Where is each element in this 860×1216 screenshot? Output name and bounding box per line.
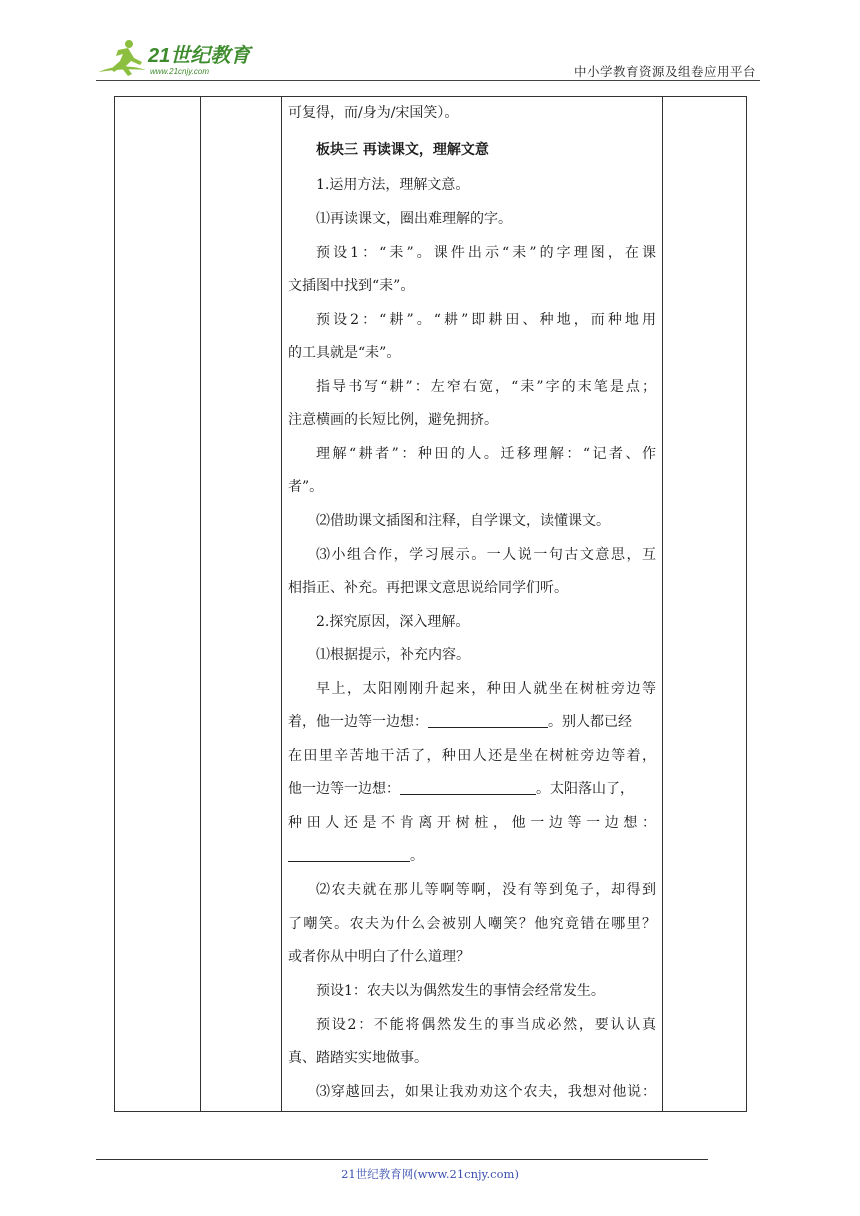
text-line: 指导书写“耕”：左窄右宽，“耒”字的末笔是点； <box>316 379 656 395</box>
text-segment: 他一边等一边想： <box>288 781 400 797</box>
column-divider <box>281 97 282 1111</box>
text-line: 理解“耕者”：种田的人。迁移理解：“记者、作 <box>316 446 656 462</box>
text-line: 相指正、补充。再把课文意思说给同学们听。 <box>288 580 568 596</box>
text-line: ⑵借助课文插图和注释，自学课文，读懂课文。 <box>316 513 610 529</box>
text-line: 早上，太阳刚刚升起来，种田人就坐在树桩旁边等 <box>316 681 656 697</box>
text-line: 了嘲笑。农夫为什么会被别人嘲笑？他究竟错在哪里？ <box>288 916 656 932</box>
text-segment: 着，他一边等一边想： <box>288 714 428 730</box>
text-line: 2.探究原因，深入理解。 <box>316 614 470 630</box>
text-line: 真、踏踏实实地做事。 <box>288 1050 428 1066</box>
text-line: 的工具就是“耒”。 <box>288 345 401 361</box>
text-line: 文插图中找到“耒”。 <box>288 278 415 294</box>
text-line <box>288 844 656 868</box>
text-line: ⑴再读课文，圈出难理解的字。 <box>316 211 512 227</box>
text-line: 注意横画的长短比例，避免拥挤。 <box>288 412 498 428</box>
text-line: 或者你从中明白了什么道理？ <box>288 949 470 965</box>
text-line: 预设2：“耕”。“耕”即耕田、种地，而种地用 <box>316 312 656 328</box>
text-line <box>288 710 656 734</box>
fill-blank[interactable] <box>428 713 548 728</box>
column-divider <box>200 97 201 1111</box>
logo-text: 21世纪教育 <box>148 45 251 67</box>
platform-name: 中小学教育资源及组卷应用平台 <box>573 64 756 79</box>
fill-blank[interactable] <box>400 780 536 795</box>
text-line: 种田人还是不肯离开树桩，他一边等一边想： <box>288 815 656 831</box>
text-segment: 。太阳落山了， <box>536 781 634 797</box>
section-heading: 板块三 再读课文，理解文意 <box>316 142 489 158</box>
text-line: 可复得，而/身为/宋国笑）。 <box>288 105 459 121</box>
text-line: 预设1：农夫以为偶然发生的事情会经常发生。 <box>316 983 605 999</box>
runner-icon <box>98 40 146 76</box>
text-line: ⑶小组合作，学习展示。一人说一句古文意思，互 <box>316 547 656 563</box>
text-line <box>288 777 656 801</box>
column-divider <box>662 97 663 1111</box>
footer-divider <box>96 1159 708 1160</box>
footer-text[interactable]: 21世纪教育网(www.21cnjy.com) <box>341 1167 519 1181</box>
text-segment: 。别人都已经 <box>548 714 632 730</box>
site-logo <box>96 36 266 82</box>
fill-blank[interactable] <box>288 847 410 862</box>
text-line: ⑴根据提示，补充内容。 <box>316 647 470 663</box>
logo-url: www.21cnjy.com <box>150 67 209 76</box>
text-line: 在田里辛苦地干活了，种田人还是坐在树桩旁边等着， <box>288 748 656 764</box>
text-line: 预设2：不能将偶然发生的事当成必然，要认认真 <box>316 1017 656 1033</box>
text-line: 预设1：“耒”。课件出示“耒”的字理图，在课 <box>316 245 656 261</box>
header-divider <box>96 80 760 81</box>
text-segment: 。 <box>410 848 424 864</box>
text-line: 1.运用方法，理解文意。 <box>316 177 470 193</box>
text-line: ⑵农夫就在那儿等啊等啊，没有等到兔子，却得到 <box>316 882 656 898</box>
text-line: 者”。 <box>288 479 324 495</box>
text-line: ⑶穿越回去，如果让我劝劝这个农夫，我想对他说： <box>316 1084 656 1100</box>
